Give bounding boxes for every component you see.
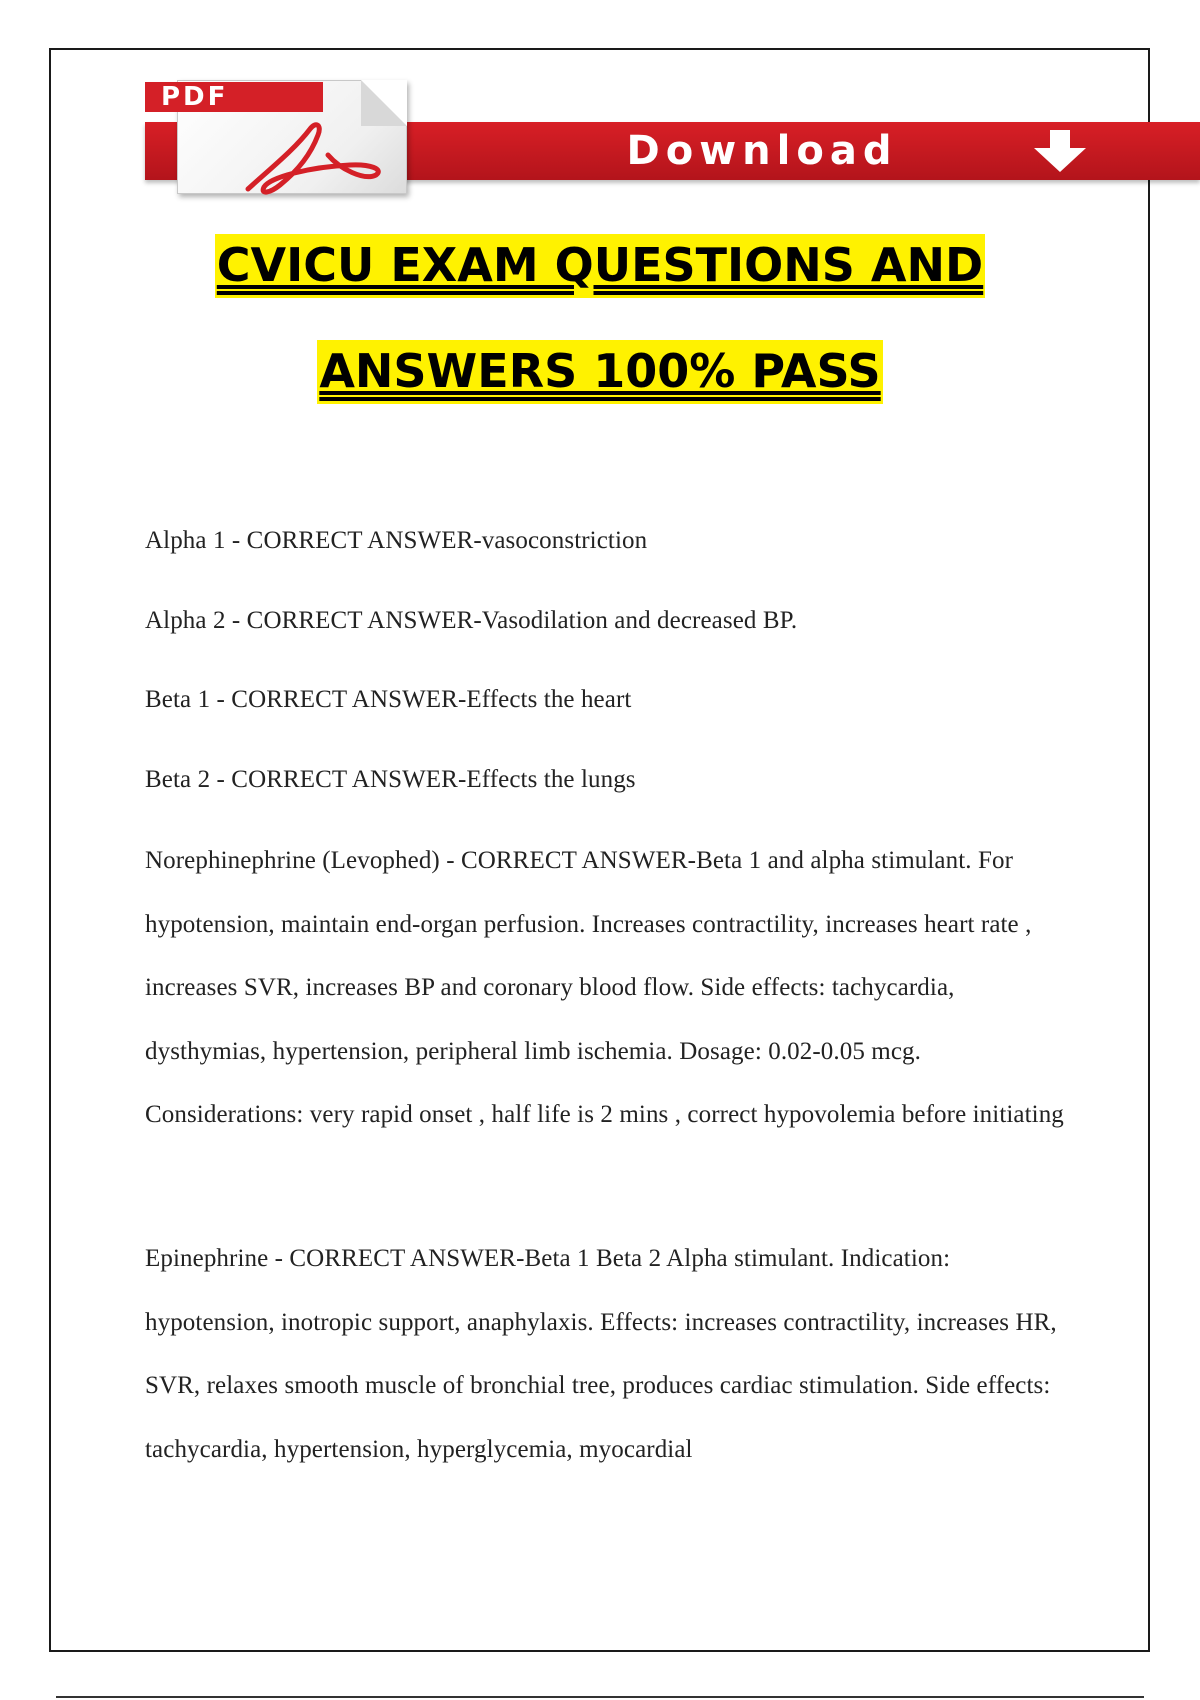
document-title-line-1: [0, 238, 1200, 292]
document-title-line-2: [0, 344, 1200, 398]
download-label: Download: [626, 128, 898, 174]
qa-item-alpha-1: Alpha 1 - CORRECT ANSWER-vasoconstriction: [145, 527, 648, 554]
acrobat-logo-icon: [240, 119, 390, 197]
title-text-2: ANSWERS 100% PASS: [317, 340, 882, 404]
pdf-tag: PDF: [145, 82, 323, 112]
qa-item-epinephrine: Epinephrine - CORRECT ANSWER-Beta 1 Beta 2 Alpha stimulant. Indication: hypotension, inotropic support, anaphylaxis. Effects: increases contractility, increases HR, SVR, relaxes smooth muscle of bronchial tree, produces cardiac stimulation. Side effects: tachycardia, hypertension, hyperglycemia, myocardial: [145, 1245, 1057, 1463]
bottom-rule: [56, 1696, 1144, 1698]
qa-item-beta-2: Beta 2 - CORRECT ANSWER-Effects the lungs: [145, 766, 636, 793]
qa-item-beta-1: Beta 1 - CORRECT ANSWER-Effects the heart: [145, 686, 632, 713]
qa-item-norepinephrine: Norephinephrine (Levophed) - CORRECT ANSWER-Beta 1 and alpha stimulant. For hypotension, maintain end-organ perfusion. Increases contractility, increases heart rate , increases SVR, increases BP and coronary blood flow. Side effects: tachycardia, dysthymias, hypertension, peripheral limb ischemia. Dosage: 0.02-0.05 mcg. Considerations: very rapid onset , half life is 2 mins , correct hypovolemia before initiating: [145, 847, 1064, 1128]
qa-item-alpha-2: Alpha 2 - CORRECT ANSWER-Vasodilation and decreased BP.: [145, 607, 798, 634]
pdf-download-banner[interactable]: [145, 76, 1200, 198]
title-text-1: CVICU EXAM QUESTIONS AND: [215, 234, 985, 298]
pdf-file-icon: [145, 76, 415, 198]
down-arrow-icon: [1030, 128, 1090, 174]
